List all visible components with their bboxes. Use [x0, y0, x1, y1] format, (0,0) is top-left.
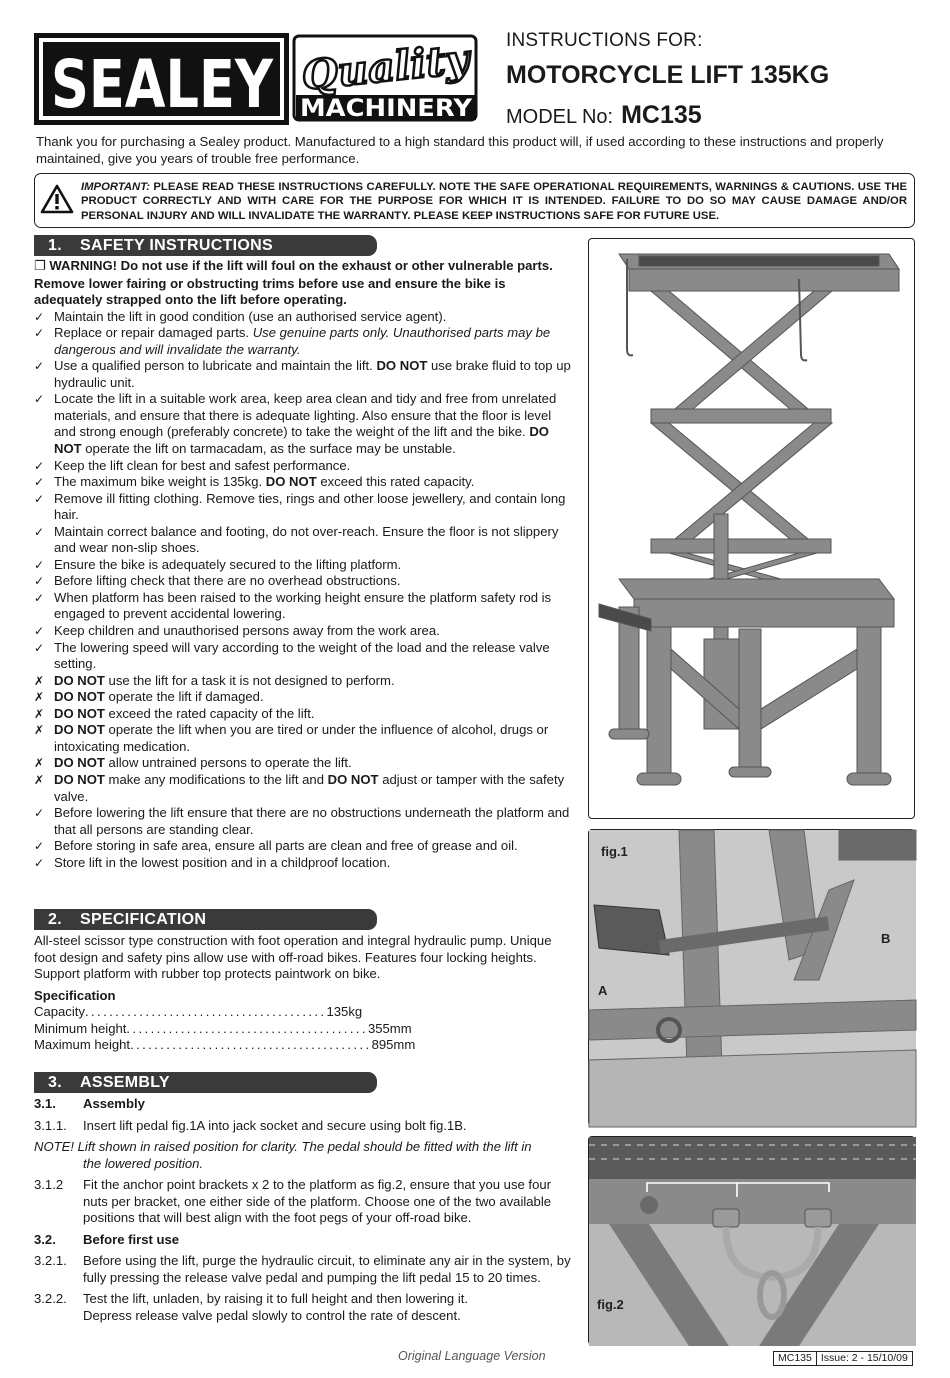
section-title: ASSEMBLY: [80, 1074, 170, 1091]
safety-item-text: Keep the lift clean for best and safest performance.: [54, 457, 351, 473]
safety-item-text2: adjust or tamper with the safety valve.: [54, 771, 565, 804]
cross-mark-icon: ✗: [34, 723, 45, 738]
safety-item-text: operate the lift if damaged.: [104, 689, 264, 705]
safety-item-text: Before storing in safe area, ensure all parts are clean and free of grease and oil.: [54, 838, 518, 854]
important-prefix: IMPORTANT:: [81, 181, 151, 193]
model-number: MC135: [621, 101, 702, 129]
spec-row-capacity: [34, 1004, 363, 1021]
model-code: MC135: [778, 1352, 812, 1364]
logo-brand-text: SEALEY: [51, 46, 274, 123]
cross-mark-icon: ✗: [34, 756, 45, 771]
fig2-frame: [588, 1136, 915, 1345]
safety-item: [34, 309, 574, 326]
specification-description: All-steel scissor type construction with foot operation and integral hydraulic pump. Unique foot design and safety pins allow use with off-road bikes. Features four locking heights. Support platform with rubber top protects paintwork on bike.: [34, 933, 552, 982]
note-line: the lowered position.: [83, 1155, 204, 1171]
fig2-anchor-bracket-illustration: [589, 1137, 916, 1346]
check-mark-icon: ✓: [34, 557, 45, 572]
specification-table: [34, 1004, 416, 1054]
safety-item-text: Before lifting check that there are no overhead obstructions.: [54, 573, 401, 589]
safety-item: [34, 640, 574, 673]
assembly-note: [34, 1139, 574, 1172]
note-line: NOTE! Lift shown in raised position for clarity. The pedal should be fitted with the lift in: [34, 1139, 532, 1155]
spec-dots: ........................................: [84, 1004, 327, 1019]
safety-item-text: Keep children and unauthorised persons away from the work area.: [54, 623, 440, 639]
instructions-for-label: INSTRUCTIONS FOR:: [506, 30, 703, 51]
safety-item-text: operate the lift on tarmacadam, as the surface may be unstable.: [81, 441, 456, 457]
safety-item: [34, 474, 574, 491]
item-number: 3.2.2.: [34, 1291, 67, 1307]
safety-item: [34, 772, 574, 805]
safety-item-text: Remove ill fitting clothing. Remove ties, rings and other loose jewellery, and contain long hair.: [54, 490, 566, 523]
spec-label: Capacity: [34, 1004, 85, 1019]
section-number: 1.: [48, 237, 62, 254]
check-mark-icon: ✓: [34, 590, 45, 605]
safety-item-text: exceed the rated capacity of the lift.: [104, 705, 315, 721]
cross-mark-icon: ✗: [34, 772, 45, 787]
safety-item-text: Ensure the bike is adequately secured to the lifting platform.: [54, 556, 402, 572]
safety-item: [34, 838, 574, 855]
safety-item-pre: Locate the lift in a suitable work area, keep area clean and tidy and free from unrelated materials, and ensure that there is adequate lighting. Also ensure that the floor is level and strong enough (preferably concrete) to take the weight of the lift and the bike.: [54, 391, 557, 440]
check-mark-icon: ✓: [34, 524, 45, 539]
item-title: Before first use: [83, 1231, 180, 1247]
item-text-line: Test the lift, unladen, by raising it to full height and then lowering it.: [83, 1291, 469, 1307]
subsection-3-2: [34, 1232, 574, 1249]
safety-item-text: Replace or repair damaged parts.: [54, 325, 253, 341]
safety-item: [34, 673, 574, 690]
fig1-callout-b: B: [881, 931, 891, 946]
original-language-note: Original Language Version: [398, 1349, 546, 1363]
product-title: MOTORCYCLE LIFT 135KG: [506, 61, 830, 89]
safety-item: [34, 755, 574, 772]
safety-item-bold: DO NOT: [54, 672, 105, 688]
safety-item: [34, 391, 574, 457]
important-notice-text: [81, 180, 907, 223]
safety-item: [34, 358, 574, 391]
check-mark-icon: ✓: [34, 624, 45, 639]
specification-heading: Specification: [34, 988, 116, 1003]
item-title: Assembly: [83, 1096, 145, 1111]
safety-item-pre: The maximum bike weight is 135kg.: [54, 474, 266, 490]
lift-illustration-frame: [588, 238, 915, 819]
cross-mark-icon: ✗: [34, 706, 45, 721]
checkbox-square-icon: ❐: [34, 259, 46, 274]
safety-item-bold: DO NOT: [54, 755, 105, 771]
spec-value: 135kg: [326, 1004, 363, 1019]
check-mark-icon: ✓: [34, 359, 45, 374]
safety-item-bold: DO NOT: [54, 722, 105, 738]
safety-item-italic: Use genuine parts only. Unauthorised parts may be dangerous and will invalidate the warranty.: [54, 325, 551, 357]
spec-label: Maximum height: [34, 1037, 131, 1053]
safety-item-text: Maintain the lift in good condition (use an authorised service agent).: [54, 308, 447, 324]
check-mark-icon: ✓: [34, 839, 45, 854]
subsection-3-1: [34, 1096, 574, 1113]
safety-item-text: Before lowering the lift ensure that there are no obstructions underneath the platform and that all persons are standing clear.: [54, 805, 570, 837]
logo-quality-text: Quality: [299, 36, 466, 100]
spec-row-max-height: [34, 1037, 416, 1054]
safety-warning-text: WARNING! Do not use if the lift will foul on the exhaust or other vulnerable parts. Remove lower fairing or obstructing trims before use and ensure the bike is adequately strapped onto the lift before operating.: [34, 258, 553, 308]
safety-item-bold: DO NOT: [54, 771, 105, 787]
item-text: Insert lift pedal fig.1A into jack socket and secure using bolt fig.1B.: [83, 1117, 467, 1133]
item-text-line: Depress release valve pedal slowly to control the rate of descent.: [83, 1308, 461, 1324]
important-body: PLEASE READ THESE INSTRUCTIONS CAREFULLY. NOTE THE SAFE OPERATIONAL REQUIREMENTS, WARNINGS & CAUTIONS. USE THE PRODUCT CORRECTLY AND WITH CARE FOR THE PURPOSE FOR WHICH IT IS INTENDED. FAILURE TO DO SO MAY CAUSE DAMAGE AND/OR PERSONAL INJURY AND WILL INVALIDATE THE WARRANTY. PLEASE KEEP INSTRUCTIONS SAFE FOR FUTURE USE.: [81, 181, 907, 222]
safety-item: [34, 458, 574, 475]
section-heading-safety: [34, 235, 377, 256]
check-mark-icon: ✓: [34, 326, 45, 341]
document-code-box: [773, 1351, 913, 1366]
safety-item: [34, 855, 574, 872]
safety-item-text: use the lift for a task it is not designed to perform.: [104, 672, 395, 688]
safety-item-bold: DO NOT: [54, 689, 105, 705]
safety-item-bold: DO NOT: [265, 474, 317, 490]
safety-item: [34, 491, 574, 524]
sealey-quality-machinery-logo: [34, 33, 480, 125]
model-label: MODEL No:: [506, 106, 614, 128]
important-notice-box: [34, 173, 915, 228]
spec-value: 355mm: [367, 1020, 412, 1036]
item-number: 3.2.: [34, 1231, 56, 1247]
step-3-1-1: [34, 1118, 574, 1135]
item-text: Fit the anchor point brackets x 2 to the platform as fig.2, ensure that you use four nuts per bracket, one either side of the platform. Choose one of the two available positions that will best align with the foot pegs of your off-road bike.: [83, 1177, 552, 1226]
spec-label: Minimum height: [34, 1020, 127, 1036]
logo-machinery-text: MACHINERY: [300, 94, 473, 122]
assembly-instructions: [34, 1096, 574, 1330]
safety-item-text: The lowering speed will vary according to the weight of the load and the release valve setting.: [54, 639, 550, 672]
safety-item-pre: Use a qualified person to lubricate and maintain the lift.: [54, 358, 377, 374]
safety-item: [34, 573, 574, 590]
check-mark-icon: ✓: [34, 392, 45, 407]
item-text: [83, 1291, 468, 1324]
safety-item-text: When platform has been raised to the working height ensure the platform safety rod is engaged to prevent accidental lowering.: [54, 589, 552, 622]
section-title: SAFETY INSTRUCTIONS: [80, 237, 273, 254]
safety-item: [34, 722, 574, 755]
check-mark-icon: ✓: [34, 475, 45, 490]
check-mark-icon: ✓: [34, 806, 45, 821]
safety-item-text: Store lift in the lowest position and in a childproof location.: [54, 854, 391, 870]
check-mark-icon: ✓: [34, 491, 45, 506]
safety-item-bold2: DO NOT: [327, 771, 379, 787]
step-3-2-1: [34, 1253, 574, 1286]
safety-item: [34, 623, 574, 640]
fig1-label: fig.1: [601, 844, 628, 859]
fig1-callout-a: A: [598, 983, 608, 998]
warning-triangle-icon: [41, 184, 73, 214]
section-number: 3.: [48, 1074, 62, 1091]
safety-item: [34, 590, 574, 623]
safety-item: [34, 524, 574, 557]
intro-paragraph: Thank you for purchasing a Sealey product. Manufactured to a high standard this product will, if used according to these instructions and properly maintained, give you years of trouble free performance.: [36, 134, 884, 166]
fig1-pedal-illustration: [589, 830, 916, 1127]
section-number: 2.: [48, 911, 62, 928]
safety-item-text: exceed this rated capacity.: [316, 474, 475, 490]
safety-item-bold: DO NOT: [376, 358, 428, 374]
fig1-frame: [588, 829, 915, 1126]
motorcycle-lift-illustration: [589, 239, 916, 820]
section-title: SPECIFICATION: [80, 911, 207, 928]
issue-info: Issue: 2 - 15/10/09: [816, 1352, 912, 1365]
safety-list: [34, 309, 574, 872]
spec-value: 895mm: [371, 1037, 416, 1053]
item-number: 3.1.1.: [34, 1117, 67, 1133]
step-3-1-2: [34, 1177, 574, 1227]
spec-dots: ........................................: [126, 1020, 368, 1036]
safety-warning-lead: [34, 258, 574, 309]
item-number: 3.2.1.: [34, 1253, 67, 1269]
safety-instructions: [34, 258, 574, 871]
item-number: 3.1.2: [34, 1177, 64, 1193]
safety-item: [34, 325, 574, 358]
safety-item: [34, 706, 574, 723]
item-text: Before using the lift, purge the hydraulic circuit, to eliminate any air in the system, by fully pressing the release valve pedal and pumping the lift pedal 15 to 20 times.: [83, 1253, 571, 1285]
fig2-label: fig.2: [597, 1297, 624, 1312]
model-line: [506, 101, 702, 130]
safety-item-text: operate the lift when you are tired or under the influence of alcohol, drugs or intoxicating medication.: [54, 722, 549, 754]
spec-row-min-height: [34, 1020, 412, 1038]
safety-item-bold: DO NOT: [54, 705, 105, 721]
step-3-2-2: [34, 1291, 574, 1324]
safety-item-text: make any modifications to the lift and: [104, 771, 328, 787]
safety-item-text: use brake fluid to top up hydraulic unit.: [54, 358, 571, 390]
check-mark-icon: ✓: [34, 855, 45, 870]
safety-item-text: allow untrained persons to operate the lift.: [104, 755, 352, 771]
check-mark-icon: ✓: [34, 640, 45, 655]
safety-item-bold: DO NOT: [54, 424, 549, 457]
safety-item: [34, 557, 574, 574]
safety-item-text: Maintain correct balance and footing, do not over-reach. Ensure the floor is not slippery and wear non-slip shoes.: [54, 523, 559, 556]
item-number: 3.1.: [34, 1096, 56, 1111]
section-heading-specification: [34, 909, 377, 930]
check-mark-icon: ✓: [34, 309, 45, 324]
check-mark-icon: ✓: [34, 574, 45, 589]
cross-mark-icon: ✗: [34, 673, 45, 688]
safety-item: [34, 689, 574, 706]
safety-item: [34, 805, 574, 838]
spec-dots: ........................................: [130, 1037, 372, 1053]
section-heading-assembly: [34, 1072, 377, 1093]
cross-mark-icon: ✗: [34, 690, 45, 705]
check-mark-icon: ✓: [34, 458, 45, 473]
